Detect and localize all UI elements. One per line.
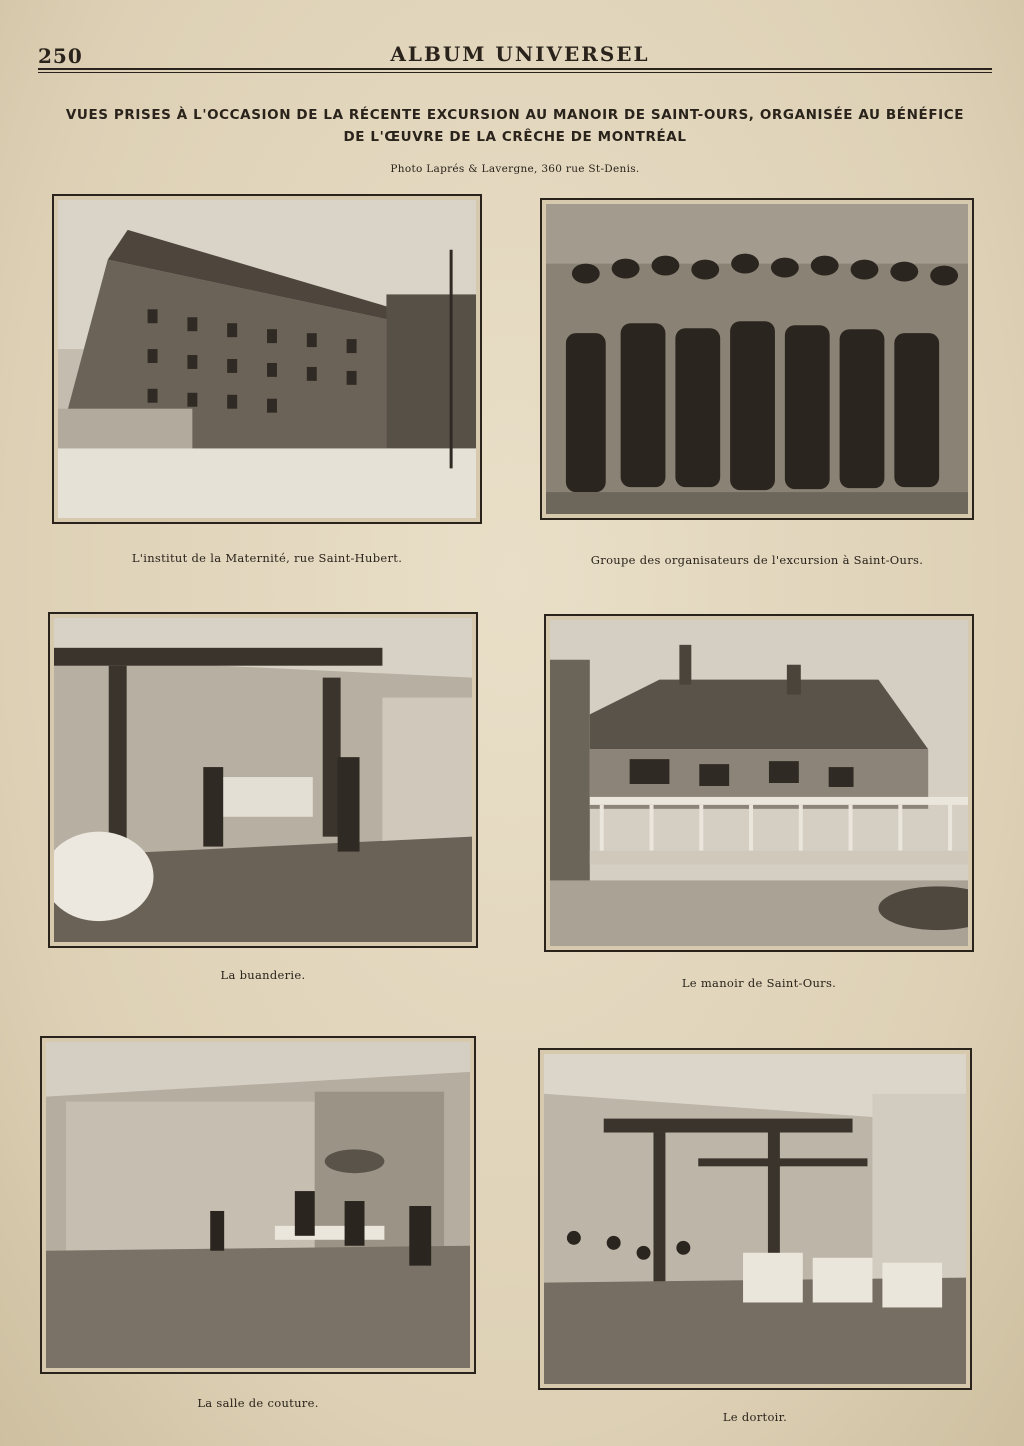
photo-group-organizers <box>540 198 974 520</box>
caption-maternite: L'institut de la Maternité, rue Saint-Hubert. <box>131 551 403 565</box>
header-rule-thin <box>38 72 992 73</box>
caption-sewing-room: La salle de couture. <box>197 1396 319 1410</box>
building-photo-image <box>58 200 476 518</box>
dormitory-photo-image <box>544 1054 966 1384</box>
photo-credit: Photo Laprés & Lavergne, 360 rue St-Denis. <box>390 163 640 175</box>
group-photo-image <box>546 204 968 514</box>
caption-dormitory: Le dortoir. <box>722 1410 788 1424</box>
sewing-room-photo-image <box>46 1042 470 1368</box>
laundry-photo-image <box>54 618 472 942</box>
photo-maternite-building <box>52 194 482 524</box>
headline-line-1: VUES PRISES À L'OCCASION DE LA RÉCENTE EXCURSION AU MANOIR DE SAINT-OURS, ORGANISÉE AU BÉNÉFICE <box>65 107 965 123</box>
photo-dormitory <box>538 1048 972 1390</box>
headline-line-2: DE L'ŒUVRE DE LA CRÊCHE DE MONTRÉAL <box>343 129 687 145</box>
running-title: ALBUM UNIVERSEL <box>390 42 650 66</box>
page-number: 250 <box>38 44 83 68</box>
header-rule <box>38 68 992 70</box>
article-headline <box>60 104 970 148</box>
caption-manor: Le manoir de Saint-Ours. <box>681 976 837 990</box>
manor-photo-image <box>550 620 968 946</box>
caption-group: Groupe des organisateurs de l'excursion à Saint-Ours. <box>590 553 924 567</box>
caption-laundry: La buanderie. <box>220 968 306 982</box>
photo-laundry <box>48 612 478 948</box>
photo-sewing-room <box>40 1036 476 1374</box>
photo-manor <box>544 614 974 952</box>
